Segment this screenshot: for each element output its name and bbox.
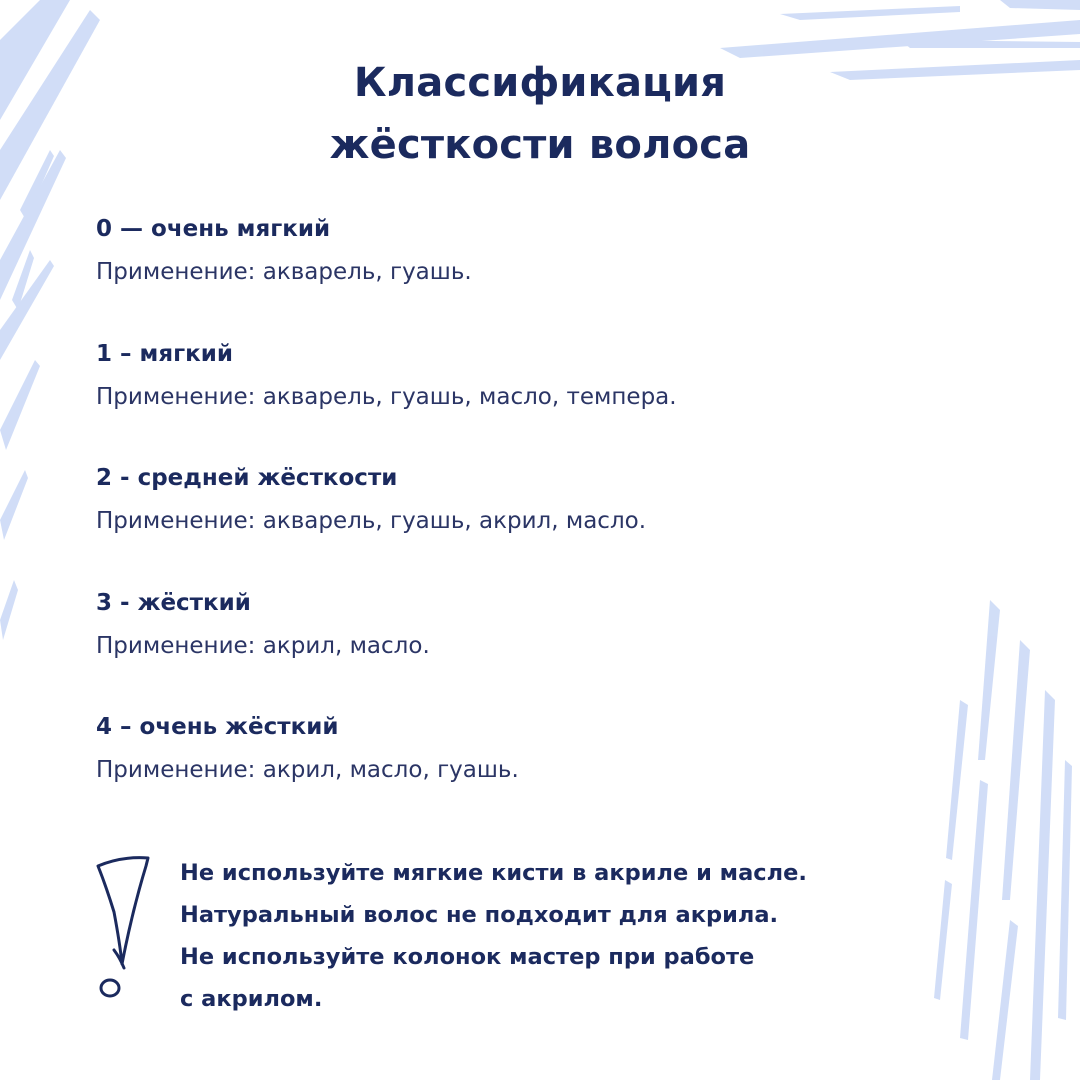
hardness-level-label: 4 – очень жёсткий <box>96 714 339 740</box>
warning-block <box>92 852 1042 1012</box>
list-item <box>96 210 996 335</box>
usage-text: Применение: акварель, гуашь, акрил, масло. <box>96 508 647 534</box>
warning-line: Натуральный волос не подходит для акрила. <box>180 902 779 928</box>
hardness-list <box>96 210 996 833</box>
list-item <box>96 708 996 833</box>
warning-line: Не используйте колонок мастер при работе <box>180 944 755 970</box>
warning-text <box>180 852 1000 1020</box>
usage-text: Применение: акрил, масло. <box>96 632 430 659</box>
page-title-line-2: жёсткости волоса <box>329 122 751 168</box>
usage-text: Применение: акварель, гуашь. <box>96 259 472 285</box>
hardness-level-label: 1 – мягкий <box>96 340 233 367</box>
page-title <box>0 52 1080 176</box>
warning-line: с акрилом. <box>180 986 323 1012</box>
usage-text: Применение: акрил, масло, гуашь. <box>96 757 519 783</box>
warning-line: Не используйте мягкие кисти в акриле и масле. <box>180 860 807 886</box>
hardness-level-label: 3 - жёсткий <box>96 589 251 616</box>
list-item <box>96 335 996 460</box>
hardness-level-label: 0 — очень мягкий <box>96 216 331 242</box>
usage-text: Применение: акварель, гуашь, масло, темпера. <box>96 383 677 410</box>
exclamation-mark-icon <box>92 852 154 1002</box>
list-item <box>96 584 996 709</box>
list-item <box>96 459 996 584</box>
page-title-line-1: Классификация <box>353 60 727 106</box>
hardness-level-label: 2 - средней жёсткости <box>96 465 398 491</box>
